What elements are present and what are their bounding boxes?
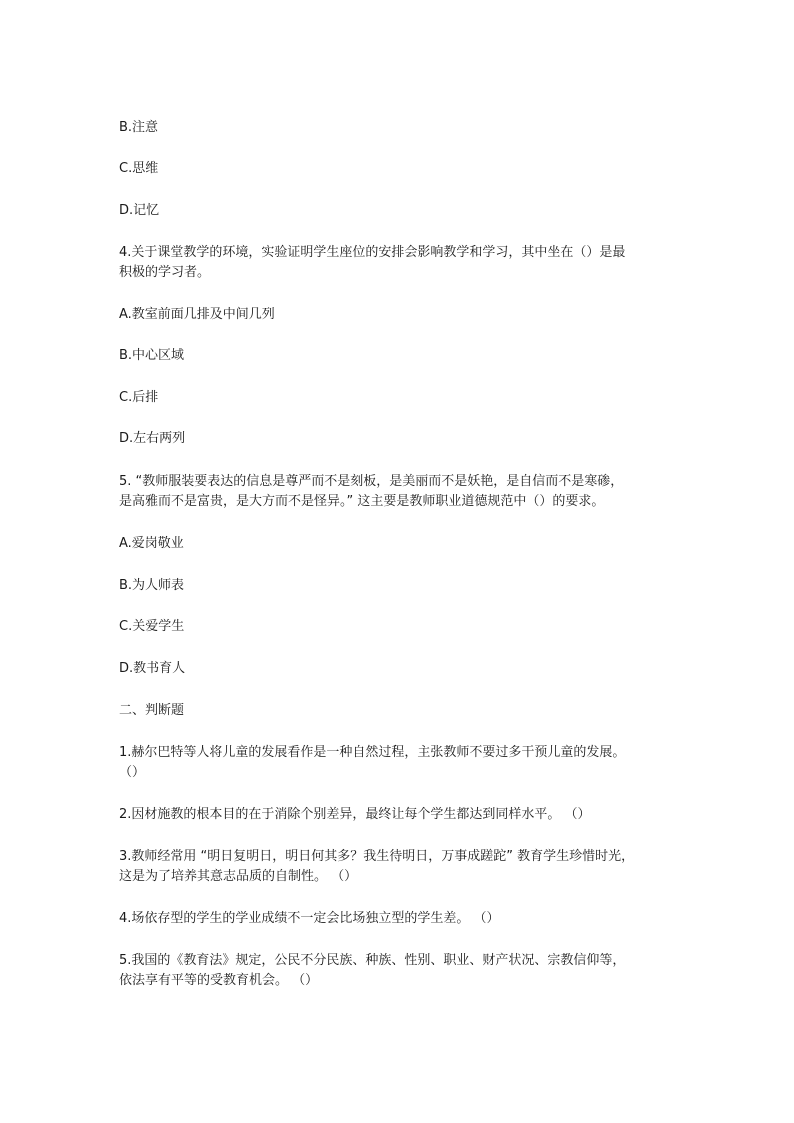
q4-stem-line1: 4.关于课堂教学的环境，实验证明学生座位的安排会影响教学和学习，其中坐在（）是最: [119, 245, 626, 260]
q5-option-b: B.为人师表: [119, 578, 185, 593]
q5-option-c: C.关爱学生: [119, 619, 185, 634]
q3-option-c: C.思维: [119, 161, 159, 176]
j1-line2: （）: [119, 765, 146, 780]
q5-stem-line2: 是高雅而不是富贵，是大方而不是怪异。” 这主要是教师职业道德规范中（）的要求。: [119, 494, 605, 509]
q4-option-a: A.教室前面几排及中间几列: [119, 307, 275, 322]
j4: 4.场依存型的学生的学业成绩不一定会比场独立型的学生差。 （）: [119, 911, 500, 926]
q5-stem-line1: 5. “教师服装要表达的信息是尊严而不是刻板，是美丽而不是妖艳，是自信而不是寒碜，: [119, 474, 624, 489]
q5-option-d: D.教书育人: [119, 661, 186, 676]
j3-line1: 3.教师经常用 “明日复明日，明日何其多？我生待明日，万事成蹉跎” 教育学生珍惜时光，: [119, 849, 635, 864]
q3-option-b: B.注意: [119, 120, 159, 135]
j1-line1: 1.赫尔巴特等人将儿童的发展看作是一种自然过程，主张教师不要过多干预儿童的发展。: [119, 745, 626, 760]
j5-line1: 5.我国的《教育法》规定，公民不分民族、种族、性别、职业、财产状况、宗教信仰等，: [119, 953, 626, 968]
q4-stem-line2: 积极的学习者。: [119, 265, 211, 280]
q4-option-b: B.中心区域: [119, 348, 185, 363]
q4-option-d: D.左右两列: [119, 431, 186, 446]
q5-option-a: A.爱岗敬业: [119, 536, 184, 551]
j2: 2.因材施教的根本目的在于消除个别差异，最终让每个学生都达到同样水平。 （）: [119, 807, 591, 822]
q4-option-c: C.后排: [119, 390, 159, 405]
j5-line2: 依法享有平等的受教育机会。 （）: [119, 973, 319, 988]
j3-line2: 这是为了培养其意志品质的自制性。 （）: [119, 869, 358, 884]
q3-option-d: D.记忆: [119, 203, 160, 218]
section-heading-judgment: 二、判断题: [119, 703, 185, 718]
